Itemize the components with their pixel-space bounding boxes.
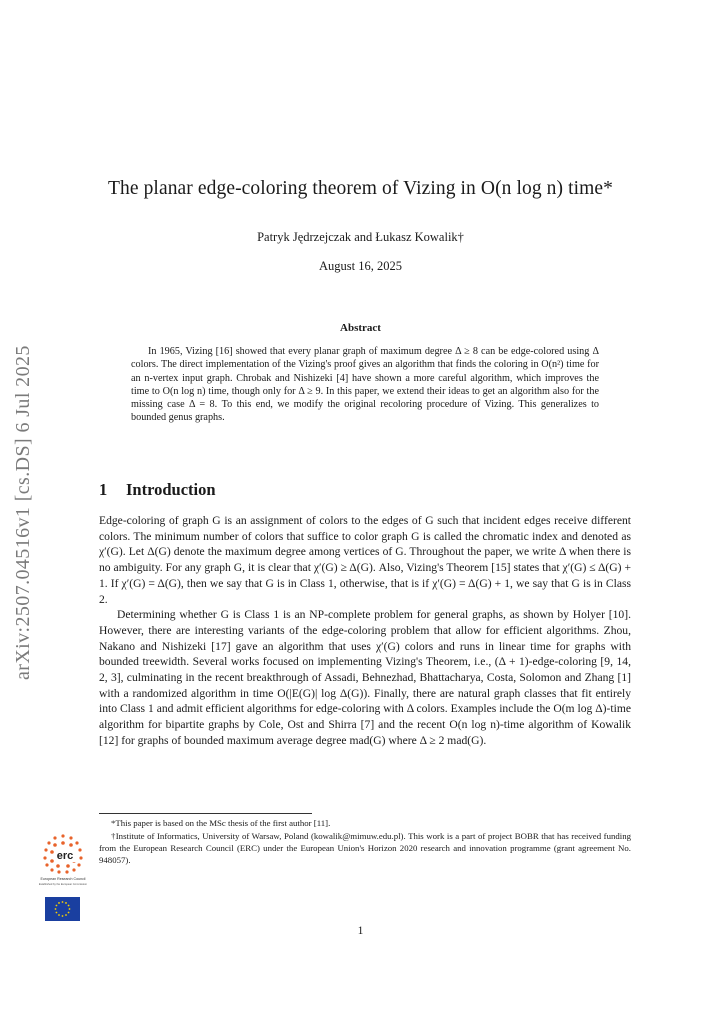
footnote: [99, 831, 631, 866]
eu-star: [56, 905, 58, 907]
eu-star: [65, 902, 67, 904]
paper-title: The planar edge-coloring theorem of Vizing in O(n log n) time*: [107, 178, 614, 199]
footnote-text: †Institute of Informatics, University of Warsaw, Poland (kowalik@mimuw.edu.pl). This work is a part of project BOBR that has received funding from the European Research Council (ERC) under the European Union's Horizon 2020 research and innovation programme (grant agreement No. 948057).: [99, 831, 631, 865]
paragraph: Determining whether G is Class 1 is an NP-complete problem for general graphs, as shown by Holyer [10]. However, there are interesting variants of the edge-coloring problem that allow for efficient algorithms. Zhou, Nakano and Nishizeki [17] gave an algorithm that uses χ′(G) colors and runs in linear time for graphs with bounded treewidth. Several works focused on implementing Vizing's Theorem, i.e., (Δ + 1)-edge-coloring [9, 14, 2, 3], culminating in the recent breakthrough of Assadi, Behnezhad, Bhattacharya, Costa, Solomon and Zhang [1] with a randomized algorithm in time O(|E(G)| log Δ(G)). Finally, there are natural graph classes that fit entirely into Class 1 and admit efficient algorithms for edge-coloring with Δ colors. Examples include the O(m log Δ)-time algorithm for bipartite graphs by Cole, Ost and Shirra [7] and the recent O(n log n)-time algorithm of Kowalik [12] for graphs of bounded maximum average degree mad(G) where Δ ≥ 2 mad(G).: [99, 608, 631, 747]
erc-logo-text: erc: [56, 850, 74, 862]
eu-star: [55, 908, 57, 910]
erc-logo: [33, 830, 93, 890]
page-number: 1: [357, 925, 364, 937]
erc-logo-icon: [33, 830, 93, 890]
abstract-heading: Abstract: [340, 322, 381, 334]
erc-logo-subcaption: Established by the European Commission: [38, 883, 88, 886]
eu-star: [58, 914, 60, 916]
eu-star: [62, 901, 64, 903]
eu-star: [56, 912, 58, 914]
paper-authors: Patryk Jędrzejczak and Łukasz Kowalik†: [257, 230, 464, 244]
eu-star: [65, 914, 67, 916]
paper-date: August 16, 2025: [319, 259, 402, 273]
body-text: [99, 513, 631, 749]
eu-star: [69, 908, 71, 910]
section-number: 1: [99, 480, 108, 499]
eu-star: [58, 902, 60, 904]
eu-star: [62, 915, 64, 917]
footnote-text: *This paper is based on the MSc thesis of the first author [11].: [111, 818, 331, 828]
footnote-rule: [99, 813, 312, 814]
footnote: [99, 818, 631, 830]
eu-flag-icon: [45, 897, 80, 921]
abstract-text: In 1965, Vizing [16] showed that every planar graph of maximum degree Δ ≥ 8 can be edge-colored using Δ colors. The direct implementation of the Vizing's proof gives an algorithm that finds the coloring in O(n²) time for an n-vertex input graph. Chrobak and Nishizeki [4] have shown a more careful algorithm, which improves the time to O(n log n) time, though only for Δ ≥ 9. In this paper, we extend their ideas to get an algorithm also for the missing case Δ = 8. To this end, we modify the original recoloring procedure of Vizing. This generalizes to bounded genus graphs.: [131, 346, 599, 424]
arxiv-stamp: arXiv:2507.04516v1 [cs.DS] 6 Jul 2025: [12, 345, 34, 680]
erc-logo-caption: European Research Council: [40, 877, 86, 881]
eu-star: [68, 912, 70, 914]
paragraph: Edge-coloring of graph G is an assignment of colors to the edges of G such that incident edges receive different colors. The minimum number of colors that suffice to color graph G is called the chromatic index and denoted as χ′(G). Let Δ(G) denote the maximum degree among vertices of G. Throughout the paper, we write Δ when there is no ambiguity. For any graph G, it is clear that χ′(G) ≥ Δ(G). Also, Vizing's Theorem [15] states that χ′(G) ≤ Δ(G) + 1. If χ′(G) = Δ(G), then we say that G is in Class 1, otherwise, that is if χ′(G) = Δ(G) + 1, we say that G is in Class 2.: [99, 514, 631, 606]
section-heading: [99, 480, 216, 500]
eu-star: [68, 905, 70, 907]
section-title: Introduction: [126, 480, 216, 499]
